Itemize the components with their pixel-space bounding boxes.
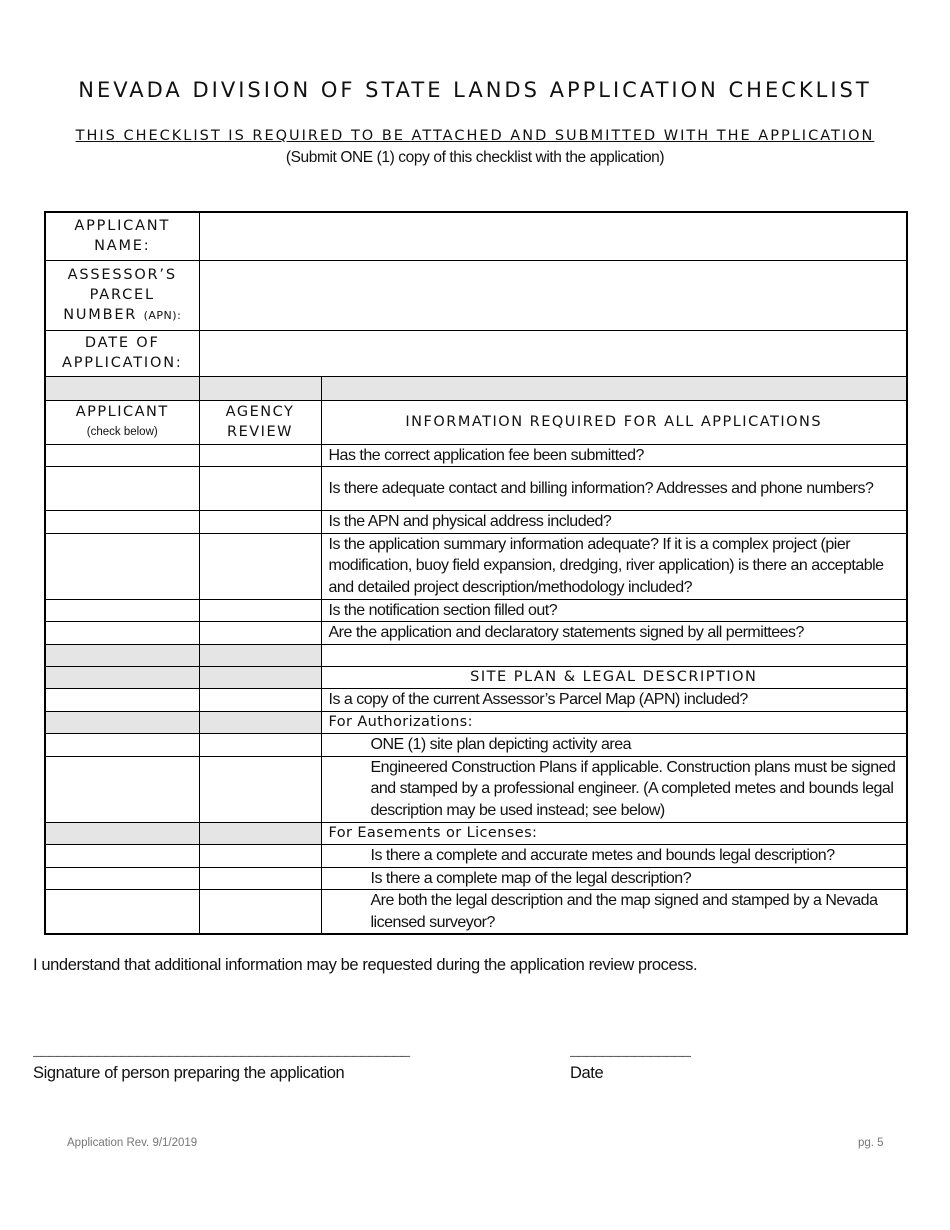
column-header-row: [45, 400, 907, 444]
applicant-column-header: [45, 400, 199, 444]
applicant-check-cell[interactable]: [45, 622, 199, 645]
page-title: NEVADA DIVISION OF STATE LANDS APPLICATION CHECKLIST: [78, 78, 872, 102]
agency-check-cell[interactable]: [199, 467, 321, 511]
applicant-check-cell[interactable]: [45, 533, 199, 599]
spacer-cell: [199, 711, 321, 734]
applicant-check-cell[interactable]: [45, 734, 199, 757]
date-line[interactable]: _______________: [570, 1043, 691, 1060]
applicant-column-label: APPLICANT: [75, 404, 169, 420]
agency-check-cell[interactable]: [199, 533, 321, 599]
easements-label: For Easements or Licenses:: [321, 822, 907, 845]
apn-label: [45, 260, 199, 330]
applicant-check-cell[interactable]: [45, 890, 199, 935]
checklist-row: [45, 890, 907, 935]
revision-footer: Application Rev. 9/1/2019: [67, 1137, 198, 1149]
checklist-row: [45, 511, 907, 534]
applicant-check-cell[interactable]: [45, 467, 199, 511]
checklist-requirement-text: THIS CHECKLIST IS REQUIRED TO BE ATTACHED AND SUBMITTED WITH THE APPLICATION: [75, 128, 875, 144]
checklist-row: [45, 689, 907, 712]
agency-check-cell[interactable]: [199, 734, 321, 757]
site-plan-heading: SITE PLAN & LEGAL DESCRIPTION: [321, 666, 907, 689]
spacer-cell: [199, 644, 321, 666]
checklist-row: [45, 533, 907, 599]
spacer-cell: [45, 644, 199, 666]
apn-row: [45, 260, 907, 330]
applicant-check-cell[interactable]: [45, 444, 199, 467]
agency-check-cell[interactable]: [199, 511, 321, 534]
checklist-item: Is the application summary information adequate? If it is a complex project (pier modification, buoy field expansion, dredging, river application) is there an acceptable and detailed project description/methodology included?: [321, 533, 907, 599]
checklist-table: [44, 211, 908, 935]
applicant-check-cell[interactable]: [45, 511, 199, 534]
agency-check-cell[interactable]: [199, 622, 321, 645]
checklist-requirement: [0, 128, 950, 144]
applicant-check-cell[interactable]: [45, 756, 199, 822]
date-label: Date: [570, 1064, 604, 1082]
checklist-item: Engineered Construction Plans if applicable. Construction plans must be signed and stamped by a professional engineer. (A completed metes and bounds legal description may be used instead; see below): [321, 756, 907, 822]
checklist-row: [45, 734, 907, 757]
checklist-item: Is there adequate contact and billing information? Addresses and phone numbers?: [321, 467, 907, 511]
applicant-check-cell[interactable]: [45, 599, 199, 622]
review-statement: I understand that additional information may be requested during the application review process.: [33, 956, 698, 974]
spacer-cell: [45, 376, 199, 400]
spacer-cell: [321, 376, 907, 400]
applicant-check-cell[interactable]: [45, 845, 199, 868]
checklist-item: Is the notification section filled out?: [321, 599, 907, 622]
checklist-row: [45, 867, 907, 890]
agency-check-cell[interactable]: [199, 890, 321, 935]
checklist-row: [45, 467, 907, 511]
checklist-row: [45, 444, 907, 467]
applicant-check-cell[interactable]: [45, 867, 199, 890]
spacer-cell: [199, 822, 321, 845]
checklist-row: [45, 622, 907, 645]
authorizations-label: For Authorizations:: [321, 711, 907, 734]
spacer-cell: [45, 711, 199, 734]
agency-check-cell[interactable]: [199, 444, 321, 467]
submit-note: (Submit ONE (1) copy of this checklist with the application): [285, 149, 665, 166]
agency-check-cell[interactable]: [199, 867, 321, 890]
apn-field[interactable]: [199, 260, 907, 330]
checklist-item: Are both the legal description and the map signed and stamped by a Nevada licensed surveyor?: [321, 890, 907, 935]
easements-header-row: [45, 822, 907, 845]
apn-label-suffix: (APN):: [143, 308, 182, 322]
spacer-cell: [45, 666, 199, 689]
information-column-header: INFORMATION REQUIRED FOR ALL APPLICATIONS: [321, 400, 907, 444]
checklist-row: [45, 845, 907, 868]
application-date-label: DATE OF APPLICATION:: [45, 330, 199, 376]
spacer-cell: [199, 666, 321, 689]
application-date-field[interactable]: [199, 330, 907, 376]
agency-check-cell[interactable]: [199, 689, 321, 712]
checklist-item: ONE (1) site plan depicting activity area: [321, 734, 907, 757]
checklist-item: Are the application and declaratory statements signed by all permittees?: [321, 622, 907, 645]
agency-review-column-header: AGENCY REVIEW: [199, 400, 321, 444]
authorizations-header-row: [45, 711, 907, 734]
checklist-item: Is there a complete and accurate metes and bounds legal description?: [321, 845, 907, 868]
spacer-cell: [45, 822, 199, 845]
checklist-row: [45, 756, 907, 822]
checklist-item: Has the correct application fee been submitted?: [321, 444, 907, 467]
spacer-row: [45, 376, 907, 400]
applicant-check-cell[interactable]: [45, 689, 199, 712]
checklist-item: Is the APN and physical address included?: [321, 511, 907, 534]
agency-check-cell[interactable]: [199, 845, 321, 868]
agency-check-cell[interactable]: [199, 599, 321, 622]
checklist-item: Is there a complete map of the legal description?: [321, 867, 907, 890]
site-plan-header-row: [45, 666, 907, 689]
spacer-cell: [199, 376, 321, 400]
apn-label-text: ASSESSOR’S PARCEL NUMBER: [63, 266, 177, 323]
checklist-item: Is a copy of the current Assessor’s Parcel Map (APN) included?: [321, 689, 907, 712]
signature-label: Signature of person preparing the application: [33, 1064, 345, 1082]
checklist-row: [45, 599, 907, 622]
spacer-row: [45, 644, 907, 666]
applicant-name-row: [45, 212, 907, 260]
spacer-cell: [321, 644, 907, 666]
applicant-name-field[interactable]: [199, 212, 907, 260]
agency-check-cell[interactable]: [199, 756, 321, 822]
applicant-name-label: APPLICANT NAME:: [45, 212, 199, 260]
page-number: pg. 5: [858, 1137, 884, 1149]
application-date-row: [45, 330, 907, 376]
signature-line[interactable]: _______________________________________________: [33, 1043, 410, 1060]
applicant-column-note: (check below): [86, 426, 158, 438]
